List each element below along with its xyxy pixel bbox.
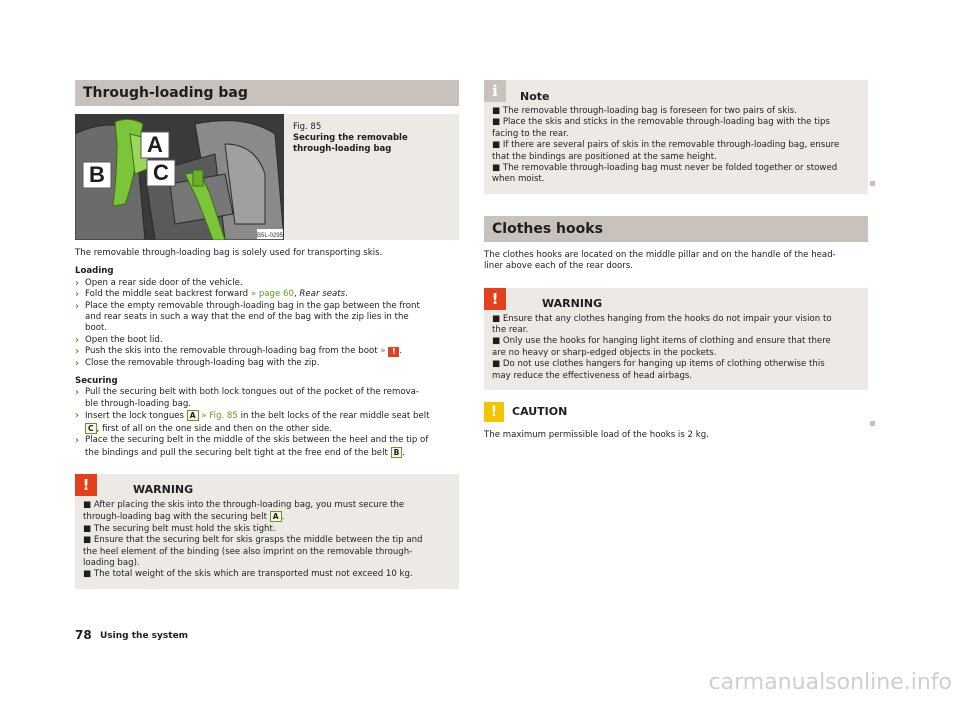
footer-section: Using the system — [100, 631, 189, 641]
figure-number: Fig. 85 — [293, 122, 322, 132]
section-title-through-loading-bag: Through-loading bag — [75, 80, 459, 106]
securing-heading: Securing — [75, 376, 118, 387]
figure-caption — [293, 122, 408, 155]
key-b: B — [391, 447, 403, 458]
figure-code: B5L-0295 — [256, 233, 284, 239]
warning-link[interactable]: » — [380, 346, 386, 357]
callout-b: B — [89, 162, 105, 187]
chevron-right-icon: › — [75, 410, 80, 422]
note-label: Note — [520, 89, 550, 103]
loading-heading: Loading — [75, 266, 114, 277]
figure-85-image — [75, 114, 284, 240]
warning-mini-icon[interactable]: ! — [388, 347, 399, 357]
chevron-right-icon: › — [75, 300, 80, 312]
end-mark — [870, 421, 875, 426]
securing-step-3: › Place the securing belt in the middle of the skis between the heel and the tip of the bindings and pull the securing belt tight at the free end of the belt B . — [75, 435, 429, 458]
page-60-link[interactable]: » page 60 — [250, 289, 294, 300]
loading-step-5: › Push the skis into the removable through-loading bag from the boot » ! . — [75, 346, 403, 358]
section-title-clothes-hooks: Clothes hooks — [484, 216, 868, 242]
warning-label: WARNING — [133, 483, 194, 497]
loading-step-4: › Open the boot lid. — [75, 334, 163, 346]
securing-step-1: › Pull the securing belt with both lock tongues out of the pocket of the remova- ble through-loading bag. — [75, 387, 420, 409]
warning-box-right: ! WARNING ■ Ensure that any clothes hanging from the hooks do not impair your vision to the rear. ■ Only use the hooks for hanging light items of clothing and ensure that there are no heavy or sharp-edged objects in the pockets. ■ Do not use clothes hangers for hanging up items of clothing otherwise this may reduce the effectiveness of head airbags. — [484, 288, 868, 390]
securing-step-2: › Insert the lock tongues A » Fig. 85 in the belt locks of the rear middle seat belt C , first of all on the one side and then on the other side. — [75, 410, 430, 434]
figure-title-line2: through-loading bag — [293, 144, 392, 154]
warning-box-left: ! WARNING ■ After placing the skis into the through-loading bag, you must secure the through-loading bag with the securing belt A . ■ The securing belt must hold the skis tight. ■ Ensure that the securing belt for skis grasps the middle between the tip and the heel element of the binding (see also imprint on the removable through- loading bag). ■ The total weight of the skis which are transported must not exceed 10 kg. — [75, 474, 459, 589]
left-column — [75, 80, 459, 589]
callout-a: A — [147, 132, 163, 157]
figure-panel — [75, 114, 459, 240]
chevron-right-icon: › — [75, 289, 80, 301]
fig-85-link[interactable]: » Fig. 85 — [198, 411, 238, 422]
note-box: i Note ■ The removable through-loading bag is foreseen for two pairs of skis. ■ Place the skis and sticks in the removable through-loading bag with the tips facing to the rear. ■ If there are several pairs of skis in the removable through-loading bag, ensure that the bindings are positioned at the same height. ■ The removable through-loading bag must never be folded together or stowed when moist. — [484, 80, 868, 194]
end-mark — [870, 181, 875, 186]
key-c: C — [85, 423, 97, 434]
watermark: carmanualsonline.info — [708, 670, 952, 695]
warning-icon: ! — [75, 474, 97, 496]
warning-icon: ! — [484, 288, 506, 310]
caution-label: CAUTION — [512, 405, 568, 419]
seat-illustration — [75, 114, 284, 240]
loading-step-1: › Open a rear side door of the vehicle. — [75, 277, 243, 289]
chevron-right-icon: › — [75, 435, 80, 447]
loading-step-2: › Fold the middle seat backrest forward » page 60, Rear seats. — [75, 289, 348, 301]
chevron-right-icon: › — [75, 357, 80, 369]
chevron-right-icon: › — [75, 387, 80, 399]
chevron-right-icon: › — [75, 277, 80, 289]
key-a: A — [270, 511, 282, 522]
loading-step-3: › Place the empty removable through-loading bag in the gap between the front and rear seats in such a way that the end of the bag with the zip lies in the boot. — [75, 300, 420, 334]
figure-title-line1: Securing the removable — [293, 133, 408, 143]
caution-text: The maximum permissible load of the hooks is 2 kg. — [484, 430, 709, 441]
chevron-right-icon: › — [75, 334, 80, 346]
caution-head — [484, 402, 868, 422]
chevron-right-icon: › — [75, 346, 80, 358]
right-column: i Note ■ The removable through-loading bag is foreseen for two pairs of skis. ■ Place the skis and sticks in the removable through-loading bag with the tips facing to the rear. ■ If there are several pairs of skis in the removable through-loading bag, ensure that the bindings are positioned at the same height. ■ The removable through-loading bag must never be folded together or stowed when moist. Clothes hooks The clothes hooks are located on the middle pillar and on the handle of the head- liner above each of the rear doors. ! WARNING ■ Ensure that any clothes hanging from the hooks do not impair your vision to the rear. ■ Only use the hooks for hanging light items of clothing and ensure that there are no heavy or sharp-edged objects in the pockets. ■ Do not use clothes hangers for hanging up items of clothing otherwise this may reduce the effectiveness of head airbags. ! CAUTION The maximum permissible load of the hooks is 2 kg. — [484, 80, 868, 442]
loading-step-6: › Close the removable through-loading bag with the zip. — [75, 357, 320, 369]
key-a: A — [187, 410, 199, 421]
warning-label: WARNING — [542, 297, 603, 311]
info-icon: i — [484, 80, 506, 102]
caution-icon: ! — [484, 402, 504, 422]
intro-text: The removable through-loading bag is solely used for transporting skis. — [75, 248, 383, 258]
callout-c: C — [153, 160, 169, 185]
page-number: 78 — [75, 628, 92, 642]
